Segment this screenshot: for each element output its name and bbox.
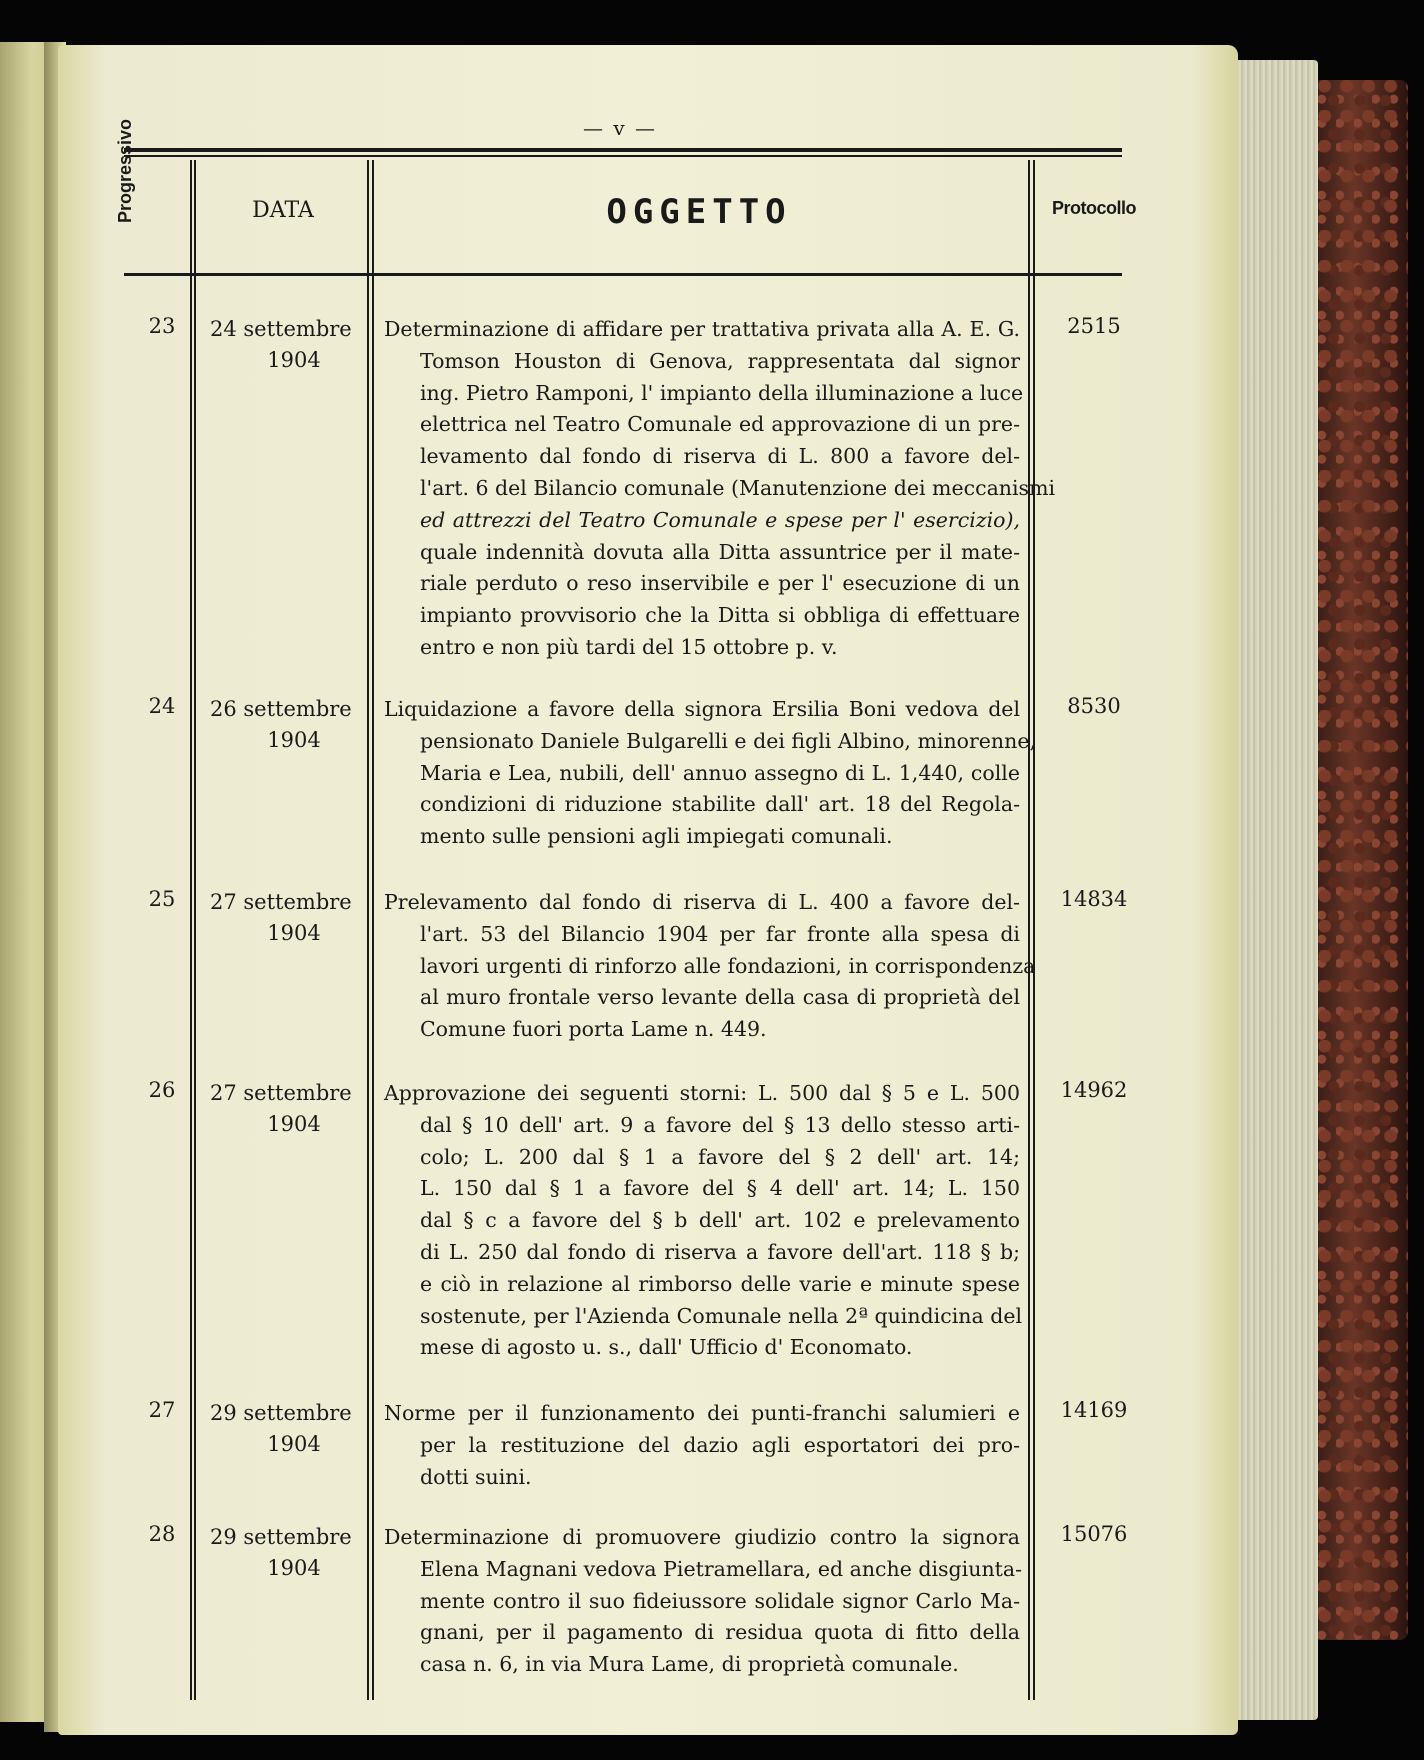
entry-protocol: 14834 — [1060, 887, 1128, 911]
subject-line: condizioni di riduzione stabilite dall' art. 18 del Regola- — [420, 792, 1020, 817]
entry-subject — [384, 314, 1056, 664]
entry-date-year: 1904 — [267, 921, 321, 945]
column-divider-3a — [1028, 160, 1030, 1700]
subject-line: colo; L. 200 dal § 1 a favore del § 2 dell' art. 14; — [420, 1144, 1020, 1169]
subject-line: L. 150 dal § 1 a favore del § 4 dell' art. 14; L. 150 — [420, 1176, 1020, 1201]
subject-line: mese di agosto u. s., dall' Ufficio d' Economato. — [420, 1335, 913, 1360]
entry-date-year: 1904 — [267, 1556, 321, 1580]
entry-date-day: 27 settembre — [210, 1081, 352, 1105]
subject-line: Determinazione di affidare per trattativa privata alla A. E. G. — [384, 317, 1020, 341]
entry-number: 24 — [148, 694, 176, 718]
subject-line: Elena Magnani vedova Pietramellara, ed anche disgiunta- — [420, 1556, 1023, 1581]
subject-line: Maria e Lea, nubili, dell' annuo assegno di L. 1,440, colle — [420, 760, 1020, 785]
subject-line: Norme per il funzionamento dei punti-franchi salumieri e — [384, 1401, 1020, 1425]
subject-line: mento sulle pensioni agli impiegati comunali. — [420, 824, 893, 849]
subject-line: di L. 250 dal fondo di riserva a favore dell'art. 118 § b; — [420, 1239, 1020, 1264]
subject-line: Comune fuori porta Lame n. 449. — [420, 1017, 767, 1042]
entry-subject — [384, 887, 1036, 1046]
subject-line: Tomson Houston di Genova, rappresentata dal signor — [420, 348, 1020, 373]
entry-protocol: 15076 — [1060, 1522, 1128, 1546]
subject-line: ed attrezzi del Teatro Comunale e spese per l' esercizio), — [420, 507, 1020, 532]
subject-line: levamento dal fondo di riserva di L. 800 a favore del- — [420, 444, 1020, 469]
entry-date-day: 29 settembre — [210, 1525, 352, 1549]
subject-line: per la restituzione del dazio agli esportatori dei pro- — [420, 1432, 1020, 1457]
subject-line: e ciò in relazione al rimborso delle varie e minute spese — [420, 1271, 1020, 1296]
entry-number: 23 — [148, 314, 176, 338]
entry-protocol: 2515 — [1067, 314, 1121, 338]
entry-date — [202, 1398, 368, 1460]
entry-date-year: 1904 — [267, 728, 321, 752]
entry-date-day: 26 settembre — [210, 697, 352, 721]
subject-line: elettrica nel Teatro Comunale ed approvazione di un pre- — [420, 412, 1020, 437]
entry-date — [202, 1522, 368, 1584]
column-divider-3b — [1033, 160, 1035, 1700]
subject-line: l'art. 53 del Bilancio 1904 per far fronte alla spesa di — [420, 921, 1020, 946]
subject-line: quale indennità dovuta alla Ditta assuntrice per il mate- — [420, 539, 1020, 564]
subject-line: gnani, per il pagamento di residua quota di fitto della — [420, 1620, 1020, 1645]
header-progressivo: Progressivo — [115, 118, 135, 224]
entry-number: 25 — [148, 887, 176, 911]
entry-date-year: 1904 — [267, 1112, 321, 1136]
entry-subject — [384, 1522, 1023, 1681]
header-bottom-rule — [124, 273, 1122, 276]
subject-line: ing. Pietro Ramponi, l' impianto della illuminazione a luce — [420, 380, 1024, 405]
subject-line: pensionato Daniele Bulgarelli e dei figli Albino, minorenne, — [420, 728, 1036, 753]
subject-line: l'art. 6 del Bilancio comunale (Manutenzione dei meccanismi — [420, 475, 1056, 500]
subject-line: Determinazione di promuovere giudizio contro la signora — [384, 1525, 1020, 1549]
subject-line: dotti suini. — [420, 1464, 532, 1489]
subject-line: Prelevamento dal fondo di riserva di L. 400 a favore del- — [384, 890, 1020, 914]
entry-date — [202, 1078, 368, 1140]
entry-protocol: 14169 — [1060, 1398, 1128, 1422]
subject-line: casa n. 6, in via Mura Lame, di proprietà comunale. — [420, 1652, 959, 1677]
subject-line: Approvazione dei seguenti storni: L. 500 dal § 5 e L. 500 — [384, 1081, 1020, 1105]
subject-line: lavori urgenti di rinforzo alle fondazioni, in corrispondenza — [420, 953, 1036, 978]
entry-date-day: 24 settembre — [210, 317, 352, 341]
entry-date-year: 1904 — [267, 1432, 321, 1456]
entry-number: 28 — [148, 1522, 176, 1546]
header-top-rule — [124, 148, 1122, 152]
entry-date — [202, 887, 368, 949]
entry-protocol: 14962 — [1060, 1078, 1128, 1102]
subject-line: dal § c a favore del § b dell' art. 102 e prelevamento — [420, 1208, 1020, 1233]
subject-line: dal § 10 dell' art. 9 a favore del § 13 dello stesso arti- — [420, 1112, 1020, 1137]
subject-line: Liquidazione a favore della signora Ersilia Boni vedova del — [384, 697, 1020, 721]
subject-line: entro e non più tardi del 15 ottobre p. v. — [420, 634, 838, 659]
header-top-rule-thin — [124, 155, 1122, 157]
header-protocollo: Protocollo — [1052, 198, 1136, 218]
entry-date-day: 29 settembre — [210, 1401, 352, 1425]
entry-date — [202, 314, 368, 376]
entry-date-day: 27 settembre — [210, 890, 352, 914]
entry-subject — [384, 1398, 1020, 1493]
subject-line: sostenute, per l'Azienda Comunale nella 2ª quindicina del — [420, 1303, 1023, 1328]
entry-number: 27 — [148, 1398, 176, 1422]
entry-date — [202, 694, 368, 756]
subject-line: riale perduto o reso inservibile e per l' esecuzione di un — [420, 571, 1020, 596]
entry-protocol: 8530 — [1067, 694, 1121, 718]
subject-line: al muro frontale verso levante della casa di proprietà del — [420, 985, 1020, 1010]
column-divider-2b — [372, 160, 374, 1700]
column-divider-1b — [194, 160, 196, 1700]
page-number: — v — — [582, 116, 657, 140]
header-data: DATA — [252, 198, 314, 223]
entry-subject — [384, 1078, 1023, 1364]
entry-subject — [384, 694, 1036, 853]
column-divider-1a — [190, 160, 192, 1700]
subject-line: impianto provvisorio che la Ditta si obbliga di effettuare — [420, 603, 1020, 628]
subject-line: mente contro il suo fideiussore solidale signor Carlo Ma- — [420, 1588, 1020, 1613]
header-oggetto: OGGETTO — [606, 192, 792, 232]
entry-date-year: 1904 — [267, 348, 321, 372]
entry-number: 26 — [148, 1078, 176, 1102]
